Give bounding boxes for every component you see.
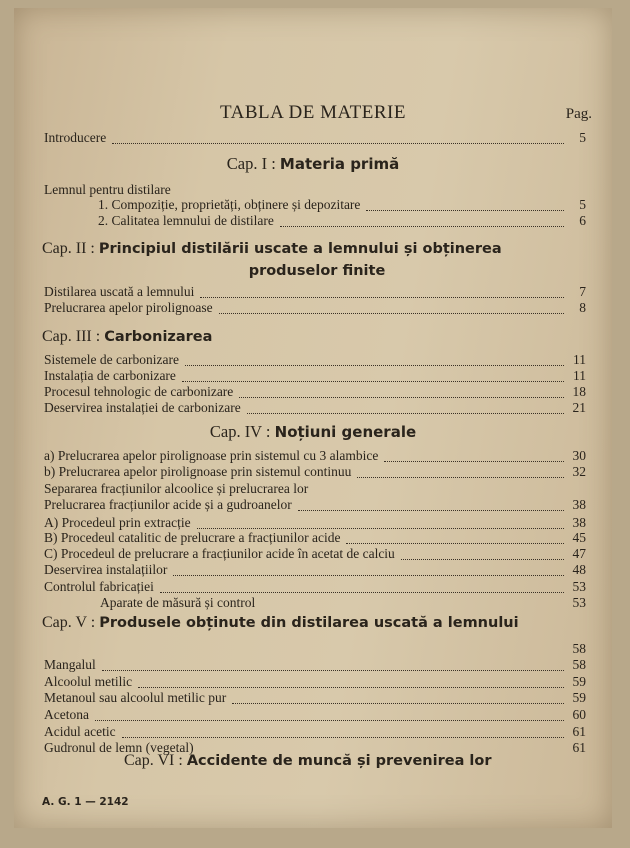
toc-entry-label: b) Prelucrarea apelor pirolignoase prin sistemul continuu [44,464,352,479]
toc-entry-page: 47 [572,546,586,561]
toc-entry-label: Acidul acetic [44,724,116,739]
toc-entry-label: Controlul fabricației [44,579,154,594]
leader-dots [357,467,564,478]
toc-entry-page: 30 [572,448,586,463]
leader-dots [197,518,564,529]
section-label: Lemnul pentru distilare [44,182,171,197]
toc-entry-label: Deservirea instalațiilor [44,562,168,577]
toc-entry [98,213,586,229]
leader-dots [112,133,564,144]
toc-entry-page: 59 [572,674,586,689]
leader-dots [384,451,564,462]
chapter-prefix: Cap. VI : [124,752,183,769]
chapter-title: Materia primă [279,155,400,173]
toc-entry-page: 61 [572,740,586,755]
toc-entry-page: 48 [572,562,586,577]
page-column-header: Pag. [565,106,592,122]
toc-entry-page: 61 [572,724,586,739]
chapter-heading [42,238,592,282]
leader-dots [314,484,564,494]
chapter-prefix: Cap. I : [226,154,276,173]
toc-entry-label: Prelucrarea apelor pirolignoase [44,300,213,315]
chapter-title: Produsele obținute din distilarea uscată a lemnului [99,615,519,631]
toc-entry [44,368,586,384]
toc-entry-page: 8 [579,300,586,315]
leader-dots [102,660,564,671]
toc-entry [44,300,586,316]
chapter-title: Accidente de muncă și prevenirea lor [186,753,492,769]
toc-entry-label: Distilarea uscată a lemnului [44,284,195,299]
toc-entry-page: 58 [572,641,586,656]
page-title: TABLA DE MATERIE [220,102,406,123]
chapter-heading [124,750,592,772]
toc-entry-page: 11 [573,352,586,367]
toc-entry [100,595,586,611]
toc-entry-page: 5 [579,130,586,145]
toc-entry-label: 2. Calitatea lemnului de distilare [98,213,274,228]
toc-entry-page: 59 [572,690,586,705]
toc-entry [44,497,586,513]
toc-entry [44,641,586,657]
toc-entry [44,724,586,740]
toc-entry-label: C) Procedeul de prelucrare a fracțiunilor acide în acetat de calciu [44,546,395,561]
chapter-prefix: Cap. III : [42,328,101,345]
leader-dots [261,598,564,608]
toc-entry [44,400,586,416]
toc-entry-page: 38 [572,515,586,530]
chapter-heading [14,422,612,442]
chapter-heading [42,326,592,348]
chapter-title: Noțiuni generale [274,423,417,441]
chapter-title: Carbonizarea [104,329,213,345]
toc-entry [44,707,586,723]
leader-dots [219,303,564,314]
toc-entry-page: 7 [579,284,586,299]
toc-entry [44,352,586,368]
toc-entry [44,515,586,531]
toc-entry-page: 21 [572,400,586,415]
toc-entry [44,448,586,464]
toc-entry-page: 11 [573,368,586,383]
toc-entry-label: Acetona [44,707,89,722]
leader-dots [160,582,564,593]
toc-entry-label: Aparate de măsură și control [100,595,256,610]
chapter-prefix: Cap. V : [42,614,96,631]
toc-entry-page: 18 [572,384,586,399]
toc-entry-page: 53 [572,579,586,594]
toc-entry-page: 60 [572,707,586,722]
chapter-heading [42,612,592,634]
toc-entry-label: Separarea fracțiunilor alcoolice și prelucrarea lor [44,481,309,496]
toc-entry [44,657,586,673]
chapter-prefix: Cap. IV : [209,422,271,441]
toc-entry-page: 6 [579,213,586,228]
print-code: A. G. 1 — 2142 [42,796,129,808]
toc-entry [98,197,586,213]
leader-dots [346,533,564,544]
toc-entry-label: Mangalul [44,657,96,672]
leader-dots [401,549,564,560]
chapter-title-continued: produselor finite [248,263,386,279]
toc-entry-label: Prelucrarea fracțiunilor acide și a gudroanelor [44,497,292,512]
chapter-prefix: Cap. II : [42,240,95,257]
toc-entry [44,481,586,497]
toc-entry-label: Gudronul de lemn (vegetal) [44,740,194,755]
toc-entry-page: 32 [572,464,586,479]
leader-dots [185,355,564,366]
book-page [14,8,612,828]
toc-entry-label: Sistemele de carbonizare [44,352,179,367]
toc-entry-page: 38 [572,497,586,512]
chapter-title: Principiul distilării uscate a lemnului și obținerea [98,241,502,257]
toc-entry [44,384,586,400]
toc-entry [44,562,586,578]
leader-dots [95,710,564,721]
toc-entry-page: 58 [572,657,586,672]
toc-entry [44,130,586,146]
toc-entry-label: A) Procedeul prin extracție [44,515,191,530]
toc-entry [44,530,586,546]
toc-entry-label: Alcoolul metilic [44,674,133,689]
leader-dots [50,644,564,654]
leader-dots [138,677,564,688]
toc-entry-page: 5 [579,197,586,212]
leader-dots [239,387,564,398]
leader-dots [247,403,564,414]
toc-entry-label: 1. Compoziție, proprietăți, obținere și depozitare [98,197,361,212]
toc-entry-page: 45 [572,530,586,545]
leader-dots [280,216,564,227]
toc-entry-label: Deservirea instalației de carbonizare [44,400,241,415]
toc-entry [44,579,586,595]
leader-dots [232,693,564,704]
toc-entry [44,546,586,562]
toc-entry-label: Instalația de carbonizare [44,368,176,383]
chapter-heading [14,154,612,174]
toc-entry-page: 53 [572,595,586,610]
toc-entry [44,690,586,706]
leader-dots [200,287,564,298]
toc-entry-label: Metanoul sau alcoolul metilic pur [44,690,227,705]
toc-entry-label: Procesul tehnologic de carbonizare [44,384,234,399]
leader-dots [182,371,564,382]
toc-entry [44,464,586,480]
toc-entry-label: a) Prelucrarea apelor pirolignoase prin sistemul cu 3 alambice [44,448,379,463]
leader-dots [366,200,564,211]
leader-dots [298,500,564,511]
toc-entry-label: B) Procedeul catalitic de prelucrare a fracțiunilor acide [44,530,341,545]
leader-dots [173,565,564,576]
leader-dots [122,727,564,738]
toc-entry [44,674,586,690]
toc-entry [44,284,586,300]
toc-entry-label: Introducere [44,130,107,145]
